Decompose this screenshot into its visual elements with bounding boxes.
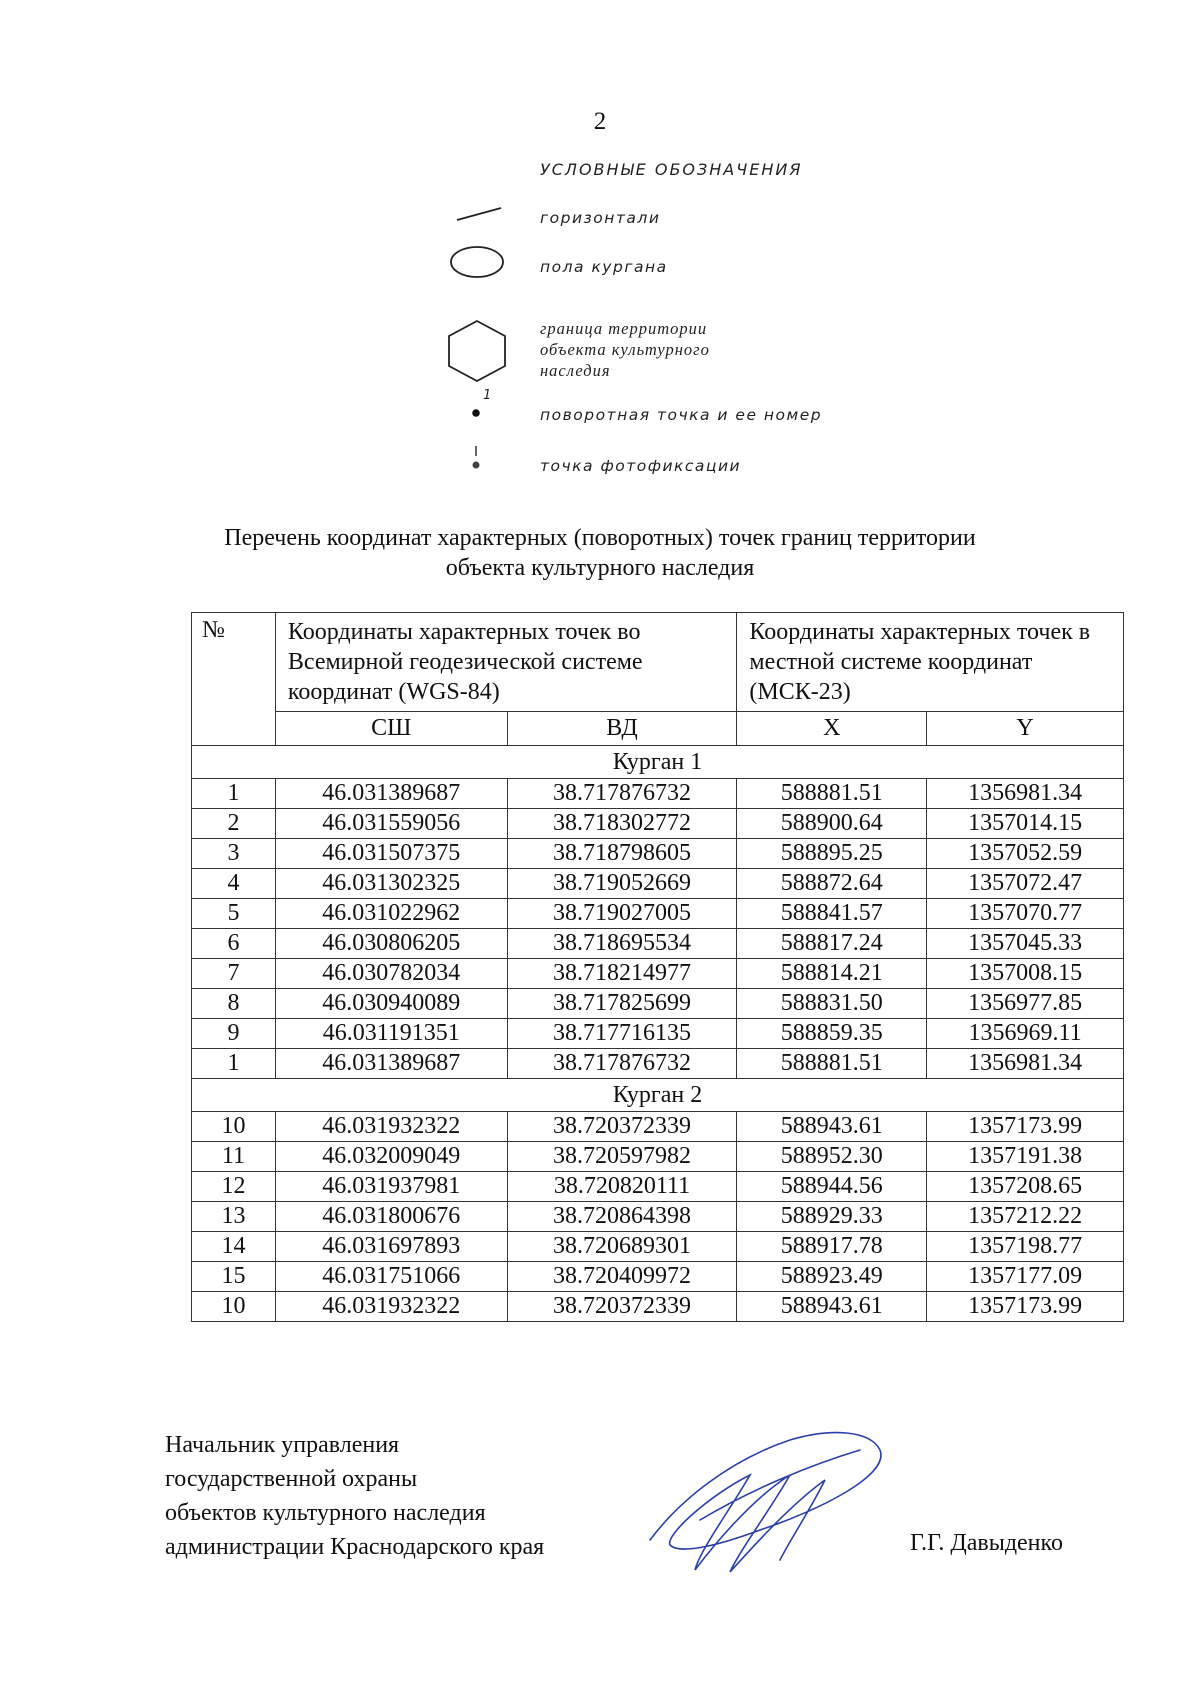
y-cell: 1357208.65 — [927, 1172, 1124, 1202]
signatory-position-line: администрации Краснодарского края — [165, 1534, 545, 1560]
x-cell: 588943.61 — [737, 1292, 927, 1322]
longitude-cell: 38.720372339 — [507, 1292, 737, 1322]
signatory-position-line: объектов культурного наследия — [165, 1500, 486, 1526]
table-row — [192, 1202, 1124, 1232]
latitude-cell: 46.031389687 — [275, 779, 507, 809]
x-cell: 588814.21 — [737, 959, 927, 989]
longitude-cell: 38.717825699 — [507, 989, 737, 1019]
point-number-cell: 11 — [192, 1142, 276, 1172]
longitude-cell: 38.717876732 — [507, 779, 737, 809]
point-number-cell: 5 — [192, 899, 276, 929]
point-number-cell: 3 — [192, 839, 276, 869]
point-number-cell: 14 — [192, 1232, 276, 1262]
latitude-cell: 46.030782034 — [275, 959, 507, 989]
longitude-cell: 38.720820111 — [507, 1172, 737, 1202]
signatory-position-line: государственной охраны — [165, 1466, 418, 1492]
table-row — [192, 809, 1124, 839]
column-header-wgs84: Координаты характерных точек во Всемирной геодезической системе координат (WGS-84) — [275, 613, 737, 712]
longitude-cell: 38.720372339 — [507, 1112, 737, 1142]
column-header-latitude: СШ — [275, 712, 507, 746]
longitude-cell: 38.720597982 — [507, 1142, 737, 1172]
longitude-cell: 38.718302772 — [507, 809, 737, 839]
table-row — [192, 779, 1124, 809]
column-header-y: Y — [927, 712, 1124, 746]
turning-point-number: 1 — [483, 388, 493, 403]
x-cell: 588881.51 — [737, 779, 927, 809]
y-cell: 1357173.99 — [927, 1112, 1124, 1142]
latitude-cell: 46.031937981 — [275, 1172, 507, 1202]
point-number-cell: 15 — [192, 1262, 276, 1292]
table-row — [192, 929, 1124, 959]
y-cell: 1357191.38 — [927, 1142, 1124, 1172]
legend-label-contour: горизонтали — [540, 209, 661, 227]
y-cell: 1357070.77 — [927, 899, 1124, 929]
y-cell: 1357052.59 — [927, 839, 1124, 869]
page-number: 2 — [593, 108, 607, 135]
y-cell: 1357008.15 — [927, 959, 1124, 989]
legend-label-hexagon — [540, 318, 710, 381]
legend-label-hexagon-line: наследия — [540, 361, 611, 380]
table-row — [192, 1292, 1124, 1322]
photo-point-icon — [468, 444, 484, 472]
y-cell: 1356981.34 — [927, 1049, 1124, 1079]
hexagon-icon — [444, 318, 510, 384]
x-cell: 588900.64 — [737, 809, 927, 839]
y-cell: 1357045.33 — [927, 929, 1124, 959]
latitude-cell: 46.031751066 — [275, 1262, 507, 1292]
point-number-cell: 4 — [192, 869, 276, 899]
legend-label-hexagon-line: граница территории — [540, 319, 708, 338]
legend-label-photo-point: точка фотофиксации — [540, 457, 742, 475]
column-header-longitude: ВД — [507, 712, 737, 746]
x-cell: 588831.50 — [737, 989, 927, 1019]
point-number-cell: 10 — [192, 1112, 276, 1142]
x-cell: 588952.30 — [737, 1142, 927, 1172]
x-cell: 588841.57 — [737, 899, 927, 929]
handwritten-signature — [640, 1420, 900, 1590]
point-number-cell: 1 — [192, 1049, 276, 1079]
y-cell: 1357177.09 — [927, 1262, 1124, 1292]
coordinates-table — [191, 612, 1124, 1322]
group-row — [192, 746, 1124, 779]
point-number-cell: 12 — [192, 1172, 276, 1202]
point-number-cell: 10 — [192, 1292, 276, 1322]
signatory-position — [165, 1428, 544, 1564]
longitude-cell: 38.718695534 — [507, 929, 737, 959]
longitude-cell: 38.719027005 — [507, 899, 737, 929]
table-row — [192, 839, 1124, 869]
turning-point-icon — [468, 405, 484, 421]
table-row — [192, 1262, 1124, 1292]
latitude-cell: 46.031800676 — [275, 1202, 507, 1232]
x-cell: 588872.64 — [737, 869, 927, 899]
y-cell: 1356969.11 — [927, 1019, 1124, 1049]
y-cell: 1357212.22 — [927, 1202, 1124, 1232]
x-cell: 588929.33 — [737, 1202, 927, 1232]
x-cell: 588944.56 — [737, 1172, 927, 1202]
point-number-cell: 1 — [192, 779, 276, 809]
group-row — [192, 1079, 1124, 1112]
ellipse-icon — [448, 244, 506, 280]
longitude-cell: 38.720409972 — [507, 1262, 737, 1292]
x-cell: 588881.51 — [737, 1049, 927, 1079]
longitude-cell: 38.719052669 — [507, 869, 737, 899]
legend-label-turning-point: поворотная точка и ее номер — [540, 406, 823, 424]
column-header-msk23: Координаты характерных точек в местной системе координат (МСК-23) — [737, 613, 1124, 712]
x-cell: 588859.35 — [737, 1019, 927, 1049]
longitude-cell: 38.718798605 — [507, 839, 737, 869]
point-number-cell: 2 — [192, 809, 276, 839]
longitude-cell: 38.720689301 — [507, 1232, 737, 1262]
y-cell: 1357198.77 — [927, 1232, 1124, 1262]
latitude-cell: 46.031932322 — [275, 1112, 507, 1142]
point-number-cell: 6 — [192, 929, 276, 959]
longitude-cell: 38.717876732 — [507, 1049, 737, 1079]
latitude-cell: 46.030940089 — [275, 989, 507, 1019]
latitude-cell: 46.031302325 — [275, 869, 507, 899]
x-cell: 588895.25 — [737, 839, 927, 869]
column-header-x: X — [737, 712, 927, 746]
x-cell: 588817.24 — [737, 929, 927, 959]
latitude-cell: 46.031389687 — [275, 1049, 507, 1079]
table-row — [192, 1232, 1124, 1262]
longitude-cell: 38.717716135 — [507, 1019, 737, 1049]
table-row — [192, 1019, 1124, 1049]
y-cell: 1357014.15 — [927, 809, 1124, 839]
x-cell: 588943.61 — [737, 1112, 927, 1142]
legend-label-ellipse: пола кургана — [540, 258, 668, 276]
latitude-cell: 46.031022962 — [275, 899, 507, 929]
table-heading-line: объекта культурного наследия — [445, 555, 755, 581]
table-row — [192, 989, 1124, 1019]
table-row — [192, 959, 1124, 989]
latitude-cell: 46.031697893 — [275, 1232, 507, 1262]
latitude-cell: 46.030806205 — [275, 929, 507, 959]
table-row — [192, 1112, 1124, 1142]
legend-title: УСЛОВНЫЕ ОБОЗНАЧЕНИЯ — [540, 160, 803, 179]
group-name: Курган 1 — [192, 746, 1124, 779]
table-row — [192, 1049, 1124, 1079]
contour-line-icon — [455, 205, 503, 223]
latitude-cell: 46.032009049 — [275, 1142, 507, 1172]
y-cell: 1356977.85 — [927, 989, 1124, 1019]
table-heading-line: Перечень координат характерных (поворотных) точек границ территории — [224, 525, 976, 551]
legend-label-hexagon-line: объекта культурного — [540, 340, 710, 359]
latitude-cell: 46.031507375 — [275, 839, 507, 869]
longitude-cell: 38.718214977 — [507, 959, 737, 989]
latitude-cell: 46.031559056 — [275, 809, 507, 839]
table-row — [192, 1172, 1124, 1202]
table-heading — [0, 523, 1200, 583]
y-cell: 1356981.34 — [927, 779, 1124, 809]
latitude-cell: 46.031932322 — [275, 1292, 507, 1322]
latitude-cell: 46.031191351 — [275, 1019, 507, 1049]
table-row — [192, 869, 1124, 899]
column-header-number: № — [192, 613, 276, 746]
table-row — [192, 899, 1124, 929]
signatory-position-line: Начальник управления — [165, 1432, 400, 1458]
group-name: Курган 2 — [192, 1079, 1124, 1112]
longitude-cell: 38.720864398 — [507, 1202, 737, 1232]
table-row — [192, 1142, 1124, 1172]
point-number-cell: 8 — [192, 989, 276, 1019]
x-cell: 588923.49 — [737, 1262, 927, 1292]
x-cell: 588917.78 — [737, 1232, 927, 1262]
point-number-cell: 9 — [192, 1019, 276, 1049]
y-cell: 1357072.47 — [927, 869, 1124, 899]
signatory-name: Г.Г. Давыденко — [910, 1530, 1063, 1556]
point-number-cell: 7 — [192, 959, 276, 989]
y-cell: 1357173.99 — [927, 1292, 1124, 1322]
point-number-cell: 13 — [192, 1202, 276, 1232]
